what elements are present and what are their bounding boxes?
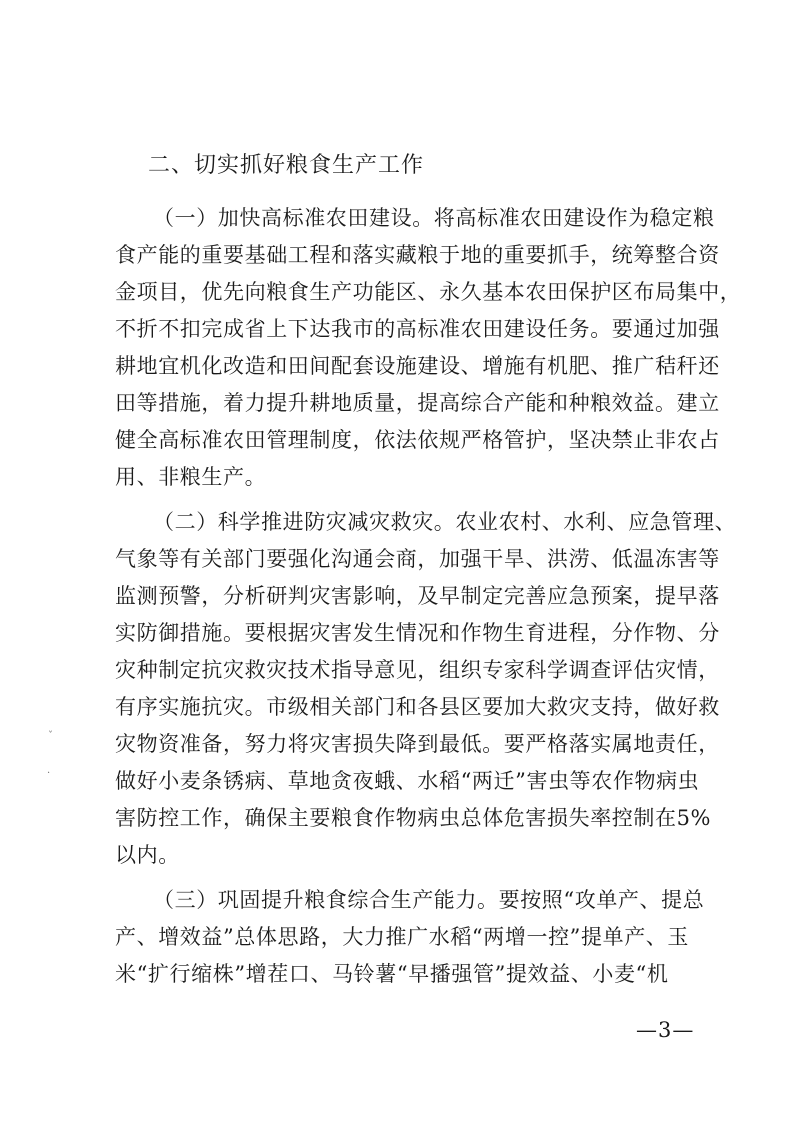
binding-mark: ·: [47, 768, 51, 779]
text-line: 灾物资准备，努力将灾害损失降到最低。要严格落实属地责任，: [115, 732, 720, 756]
text-line: 不折不扣完成省上下达我市的高标准农田建设任务。要通过加强: [115, 317, 720, 341]
text-line: 有序实施抗灾。市级相关部门和各县区要加大救灾支持，做好救: [115, 695, 720, 719]
text-line: 做好小麦条锈病、草地贪夜蛾、水稻“两迁”害虫等农作物病虫: [115, 769, 700, 793]
text-line: 害防控工作，确保主要粮食作物病虫总体危害损失率控制在5%: [115, 806, 712, 830]
text-line: （二）科学推进防灾减灾救灾。农业农村、水利、应急管理、: [153, 510, 737, 534]
body-text: [115, 200, 742, 993]
paragraph-1: [115, 200, 742, 496]
text-line: 食产能的重要基础工程和落实藏粮于地的重要抓手，统筹整合资: [115, 243, 720, 267]
text-line: 耕地宜机化改造和田间配套设施建设、增施有机肥、推广秸秆还: [115, 354, 720, 378]
binding-mark: ˇ: [48, 731, 53, 742]
text-line: 用、非粮生产。: [115, 465, 267, 489]
text-line: （三）巩固提升粮食综合生产能力。要按照“攻单产、提总: [153, 888, 705, 912]
text-line: 监测预警，分析研判灾害影响，及早制定完善应急预案，提早落: [115, 584, 720, 608]
page-number: —3—: [636, 1018, 695, 1042]
text-line: 健全高标准农田管理制度，依法依规严格管护，坚决禁止非农占: [115, 428, 720, 452]
text-line: 实防御措施。要根据灾害发生情况和作物生育进程，分作物、分: [115, 621, 720, 645]
text-line: 米“扩行缩株”增茬口、马铃薯“早播强管”提效益、小麦“机: [115, 962, 669, 986]
paragraph-3: [115, 882, 715, 993]
section-heading: 二、切实抓好粮食生产工作: [148, 153, 425, 178]
paragraph-2: [115, 504, 737, 874]
text-line: 灾种制定抗灾救灾技术指导意见，组织专家科学调查评估灾情，: [115, 658, 720, 682]
text-line: 以内。: [115, 843, 180, 867]
text-line: 产、增效益”总体思路，大力推广水稻“两增一控”提单产、玉: [115, 925, 690, 949]
text-line: 金项目，优先向粮食生产功能区、永久基本农田保护区布局集中，: [115, 280, 742, 304]
text-line: 田等措施，着力提升耕地质量，提高综合产能和种粮效益。建立: [115, 391, 720, 415]
text-line: 气象等有关部门要强化沟通会商，加强干旱、洪涝、低温冻害等: [115, 547, 720, 571]
text-line: （一）加快高标准农田建设。将高标准农田建设作为稳定粮: [153, 206, 715, 230]
